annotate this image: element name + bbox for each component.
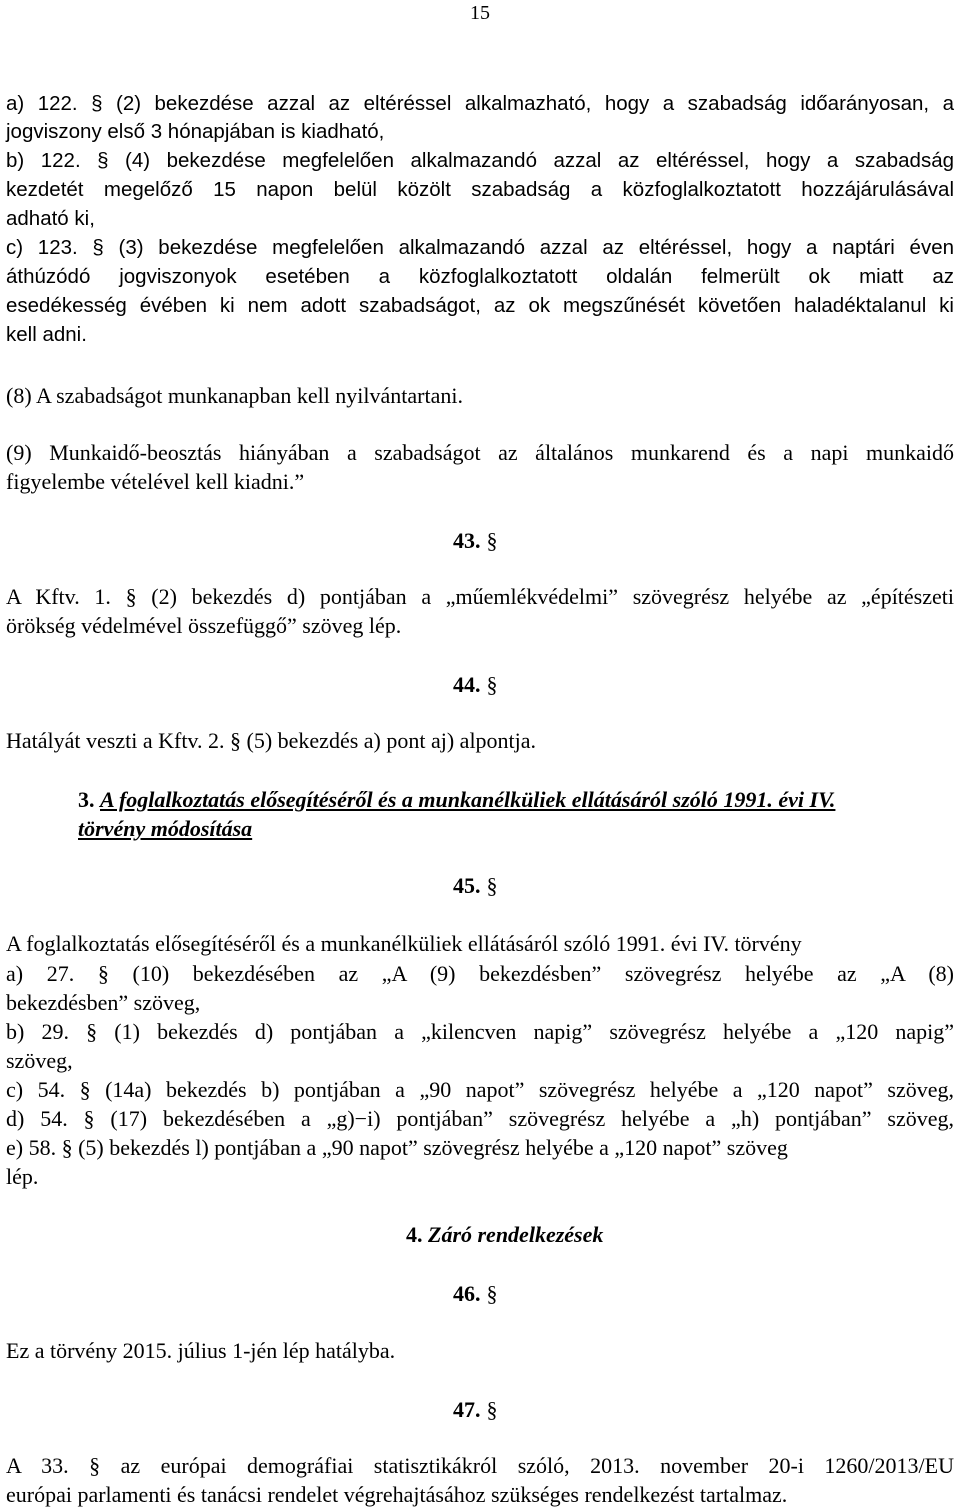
paragraph-line: európai parlamenti és tanácsi rendelet végrehajtásához szükséges rendelkezést tartalmaz. <box>6 1482 788 1507</box>
chapter-heading-continued <box>78 814 252 844</box>
section-heading <box>453 1279 498 1309</box>
paragraph-line: e) 58. § (5) bekezdés l) pontjában a „90 napot” szövegrész helyébe a „120 napot” szöveg <box>6 1135 788 1160</box>
section-heading <box>453 526 498 556</box>
chapter-title: A foglalkoztatás elősegítéséről és a munkanélküliek ellátásáról szóló 1991. évi IV. <box>100 787 836 812</box>
chapter-title: Záró rendelkezések <box>428 1222 604 1247</box>
section-number: 43. <box>453 528 481 553</box>
paragraph-line: Hatályát veszti a Kftv. 2. § (5) bekezdés a) pont aj) alpontja. <box>6 728 537 753</box>
page-number: 15 <box>470 2 490 24</box>
paragraph-line: A 33. § az európai demográfiai statisztikákról szóló, 2013. november 20-i 1260/2013/EU <box>6 1453 954 1478</box>
section-number: 47. <box>453 1397 481 1422</box>
paragraph-line: adható ki, <box>6 207 95 230</box>
section-mark: § <box>486 528 498 553</box>
section-number: 44. <box>453 672 481 697</box>
chapter-heading <box>78 785 835 815</box>
paragraph-line: b) 122. § (4) bekezdése megfelelően alkalmazandó azzal az eltéréssel, hogy a szabadság <box>6 149 954 172</box>
chapter-number: 4. <box>406 1222 423 1247</box>
chapter-number: 3. <box>78 787 95 812</box>
paragraph-line: (8) A szabadságot munkanapban kell nyilvántartani. <box>6 383 463 408</box>
paragraph-line: kezdetét megelőző 15 napon belül közölt szabadság a közfoglalkoztatott hozzájárulásával <box>6 178 954 201</box>
section-number: 46. <box>453 1281 481 1306</box>
section-number: 45. <box>453 873 481 898</box>
paragraph-line: c) 123. § (3) bekezdése megfelelően alkalmazandó azzal az eltéréssel, hogy a naptári éven <box>6 236 954 259</box>
paragraph-line: kell adni. <box>6 323 87 346</box>
paragraph-line: A Kftv. 1. § (2) bekezdés d) pontjában a „műemlékvédelmi” szövegrész helyébe az „építészeti <box>6 584 954 609</box>
paragraph-line: (9) Munkaidő-beosztás hiányában a szabadságot az általános munkarend és a napi munkaidő <box>6 440 954 465</box>
paragraph-line: figyelembe vételével kell kiadni.” <box>6 469 305 494</box>
paragraph-line: c) 54. § (14a) bekezdés b) pontjában a „90 napot” szövegrész helyébe a „120 napot” szöveg, <box>6 1077 954 1102</box>
section-mark: § <box>486 873 498 898</box>
paragraph-line: áthúzódó jogviszonyok esetében a közfoglalkoztatott oldalán felmerült ok miatt az <box>6 265 954 288</box>
paragraph-line: örökség védelmével összefüggő” szöveg lép. <box>6 613 402 638</box>
paragraph-line: Ez a törvény 2015. július 1-jén lép hatályba. <box>6 1338 396 1363</box>
chapter-title: törvény módosítása <box>78 816 253 841</box>
section-heading <box>453 1395 498 1425</box>
chapter-heading <box>406 1220 603 1250</box>
section-heading <box>453 670 498 700</box>
paragraph-line: A foglalkoztatás elősegítéséről és a munkanélküliek ellátásáról szóló 1991. évi IV. törvény <box>6 931 802 956</box>
paragraph-line: jogviszony első 3 hónapjában is kiadható, <box>6 120 385 143</box>
paragraph-line: lép. <box>6 1164 39 1189</box>
paragraph-line: a) 122. § (2) bekezdése azzal az eltéréssel alkalmazható, hogy a szabadság időarányosan, a <box>6 92 954 115</box>
paragraph-line: b) 29. § (1) bekezdés d) pontjában a „kilencven napig” szövegrész helyébe a „120 napig” <box>6 1019 954 1044</box>
section-mark: § <box>486 1397 498 1422</box>
section-mark: § <box>486 672 498 697</box>
paragraph-line: bekezdésben” szöveg, <box>6 990 201 1015</box>
section-heading <box>453 871 498 901</box>
paragraph-line: esedékesség évében ki nem adott szabadságot, az ok megszűnését követően haladéktalanul ki <box>6 294 954 317</box>
paragraph-line: d) 54. § (17) bekezdésében a „g)−i) pontjában” szövegrész helyébe a „h) pontjában” szöveg, <box>6 1106 954 1131</box>
paragraph-line: szöveg, <box>6 1048 73 1073</box>
section-mark: § <box>486 1281 498 1306</box>
paragraph-line: a) 27. § (10) bekezdésében az „A (9) bekezdésben” szövegrész helyébe az „A (8) <box>6 961 954 986</box>
